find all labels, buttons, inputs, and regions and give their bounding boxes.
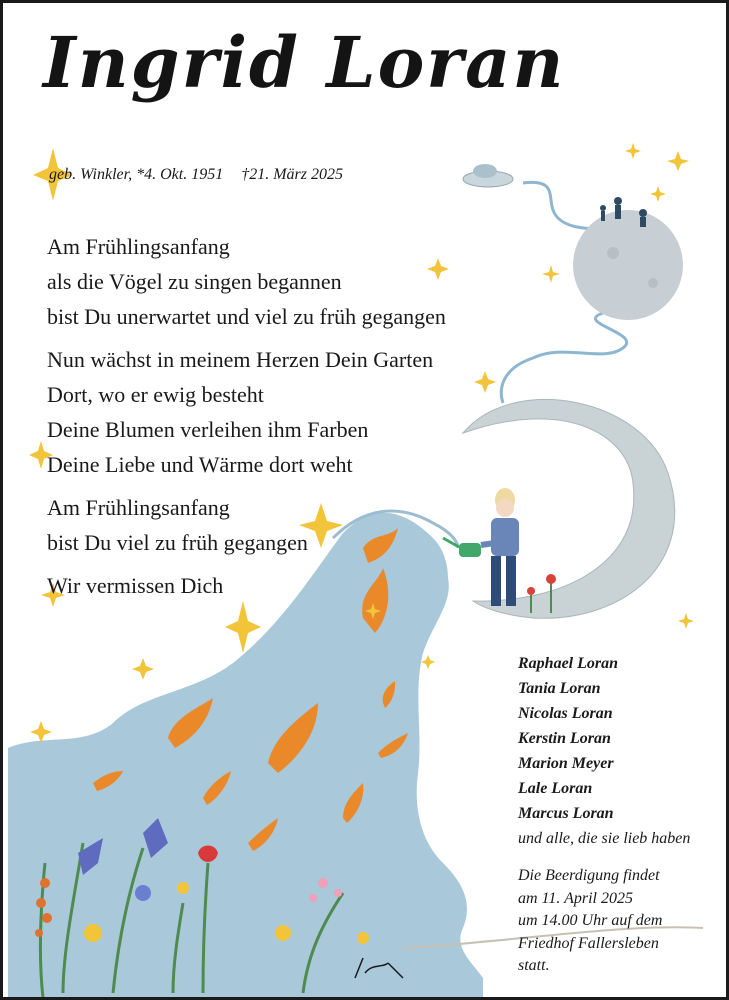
family-member: Tania Loran	[518, 680, 601, 697]
family-member: Marcus Loran	[518, 805, 614, 822]
funeral-line: Friedhof Fallersleben	[518, 934, 659, 952]
funeral-notice	[518, 865, 662, 978]
girl-figure	[443, 488, 519, 606]
poem-line: Am Frühlingsanfang	[47, 234, 230, 259]
death-date: †21. März 2025	[241, 166, 343, 183]
poem-line: Dort, wo er ewig besteht	[47, 382, 264, 407]
planet-icon	[573, 197, 683, 320]
family-member: Kerstin Loran	[518, 730, 611, 747]
ufo-icon	[463, 164, 513, 187]
funeral-line: am 11. April 2025	[518, 889, 633, 907]
funeral-line: Die Beerdigung findet	[518, 867, 660, 884]
poem-stanza	[47, 342, 446, 482]
poem	[47, 229, 446, 611]
poem-line: als die Vögel zu singen begannen	[47, 269, 342, 294]
family-list	[518, 651, 690, 851]
family-member: Lale Loran	[518, 780, 593, 797]
life-dates	[49, 166, 343, 184]
poem-line: Deine Blumen verleihen ihm Farben	[47, 417, 369, 442]
birth-name: geb. Winkler,	[49, 166, 133, 183]
family-closing: und alle, die sie lieb haben	[518, 830, 691, 847]
poem-line: Am Frühlingsanfang	[47, 495, 230, 520]
poem-line: Nun wächst in meinem Herzen Dein Garten	[47, 347, 434, 372]
poem-stanza	[47, 568, 446, 603]
funeral-line: statt.	[518, 957, 550, 974]
poem-line: Wir vermissen Dich	[47, 573, 224, 598]
family-member: Raphael Loran	[518, 655, 619, 672]
deceased-name: Ingrid Loran	[43, 21, 566, 104]
family-member: Marion Meyer	[518, 755, 614, 772]
poem-line: bist Du unerwartet und viel zu früh gegangen	[47, 304, 446, 329]
birth-date: *4. Okt. 1951	[136, 166, 224, 183]
family-member: Nicolas Loran	[518, 705, 613, 722]
poem-stanza	[47, 229, 446, 334]
poem-line: bist Du viel zu früh gegangen	[47, 530, 308, 555]
poem-line: Deine Liebe und Wärme dort weht	[47, 452, 353, 477]
funeral-line: um 14.00 Uhr auf dem	[518, 912, 663, 929]
poem-stanza	[47, 490, 446, 560]
